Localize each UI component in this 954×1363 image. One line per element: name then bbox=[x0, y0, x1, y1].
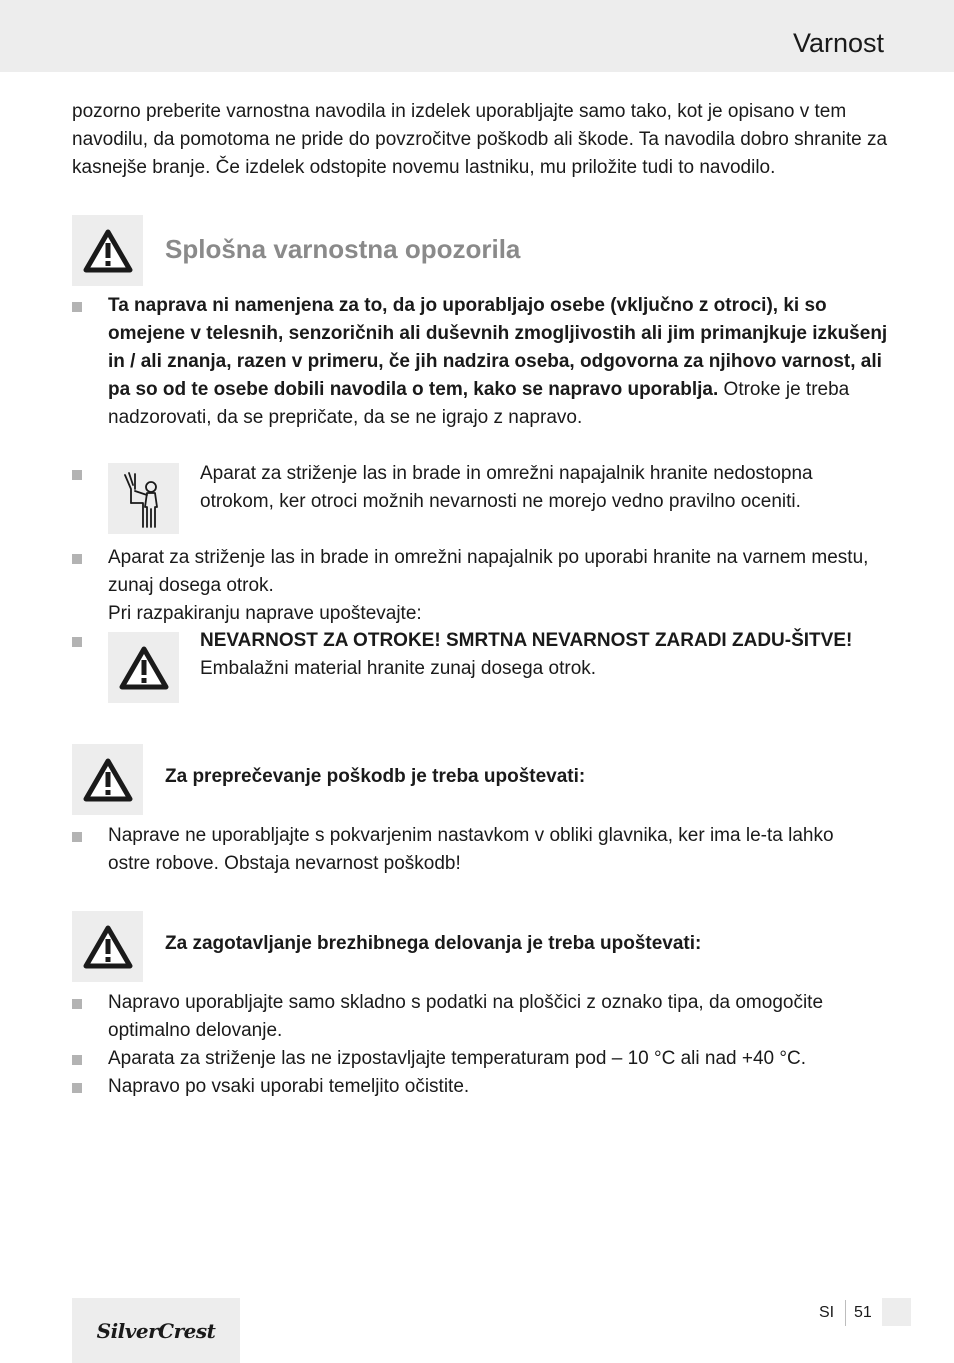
child-reaching-icon bbox=[121, 469, 167, 529]
list-item: Aparata za striženje las ne izpostavljajte temperaturam pod – 10 °C ali nad +40 °C. bbox=[108, 1048, 806, 1069]
logo-text: SilverCrest bbox=[96, 1318, 216, 1343]
list-item: Aparat za striženje las in brade in omrežni napajalnik po uporabi hranite na varnem mestu, zunaj dosega otrok. bbox=[108, 547, 869, 596]
list-item bbox=[108, 292, 888, 432]
page-title: Varnost bbox=[792, 28, 884, 58]
list-item: Napravo uporabljajte samo skladno s podatki na ploščici z oznako tipa, da omogočite optimalno delovanje. bbox=[108, 992, 824, 1041]
warning-box bbox=[108, 632, 179, 703]
warning-triangle-icon bbox=[118, 645, 170, 691]
list-item: Aparat za striženje las in brade in omrežni napajalnik hranite nedostopna otrokom, ker otroci možnih nevarnosti ne morejo vedno pravilno oceniti. bbox=[200, 463, 813, 512]
item-text: Embalažni material hranite zunaj dosega otrok. bbox=[200, 658, 597, 679]
bullet-marker bbox=[72, 637, 82, 647]
unpack-note: Pri razpakiranju naprave upoštevajte: bbox=[108, 603, 422, 624]
section-subheading: Za zagotavljanje brezhibnega delovanja je treba upoštevati: bbox=[165, 933, 702, 954]
page-number: 51 bbox=[854, 1304, 872, 1321]
item-text: Otroke je treba nadzorovati, da se prepričate, da se ne igrajo z napravo. bbox=[108, 379, 850, 428]
section-subheading: Za preprečevanje poškodb je treba upoštevati: bbox=[165, 766, 586, 787]
section-title: Splošna varnostna opozorila bbox=[165, 234, 521, 264]
language-code: SI bbox=[819, 1304, 835, 1321]
warning-triangle-icon bbox=[82, 924, 134, 970]
warning-box bbox=[72, 911, 143, 982]
item-bold-text: Ta naprava ni namenjena za to, da jo uporabljajo osebe (vključno z otroci), ki so omejene v telesnih, senzoričnih ali duševnih zmogljivostih ali jim primanjkuje izkušenj in / ali znanja, razen v primeru, če jih nadzira oseba, odgovorna za njihovo varnost, ali pa so od te osebe dobili navodila o tem, kako se napravo uporablja. bbox=[108, 295, 888, 400]
intro-paragraph: pozorno preberite varnostna navodila in izdelek uporabljajte samo tako, kot je opisano v tem navodilu, da pomotoma ne pride do povzročitve poškodb ali škode. Ta navodila dobro shranite za kasnejše branje. Če izdelek odstopite novemu lastniku, mu priložite tudi to navodilo. bbox=[72, 101, 888, 178]
list-item bbox=[200, 627, 890, 683]
list-item: Naprave ne uporabljajte s pokvarjenim nastavkom v obliki glavnika, ker ima le-ta lahko ostre robove. Obstaja nevarnost poškodb! bbox=[108, 825, 834, 874]
brand-logo bbox=[72, 1298, 240, 1363]
bullet-marker bbox=[72, 302, 82, 312]
page-header bbox=[0, 0, 954, 72]
footer-divider bbox=[845, 1300, 846, 1326]
warning-triangle-icon bbox=[82, 228, 134, 274]
child-warning-box bbox=[108, 463, 179, 534]
warning-triangle-icon bbox=[82, 757, 134, 803]
bullet-marker bbox=[72, 1055, 82, 1065]
list-item: Napravo po vsaki uporabi temeljito očistite. bbox=[108, 1076, 470, 1097]
bullet-marker bbox=[72, 1083, 82, 1093]
bullet-marker bbox=[72, 832, 82, 842]
warning-box bbox=[72, 744, 143, 815]
footer-tab bbox=[882, 1298, 911, 1326]
warning-box bbox=[72, 215, 143, 286]
danger-text: NEVARNOST ZA OTROKE! SMRTNA NEVARNOST ZARADI ZADU-ŠITVE! bbox=[200, 630, 853, 651]
bullet-marker bbox=[72, 554, 82, 564]
bullet-marker bbox=[72, 999, 82, 1009]
bullet-marker bbox=[72, 470, 82, 480]
